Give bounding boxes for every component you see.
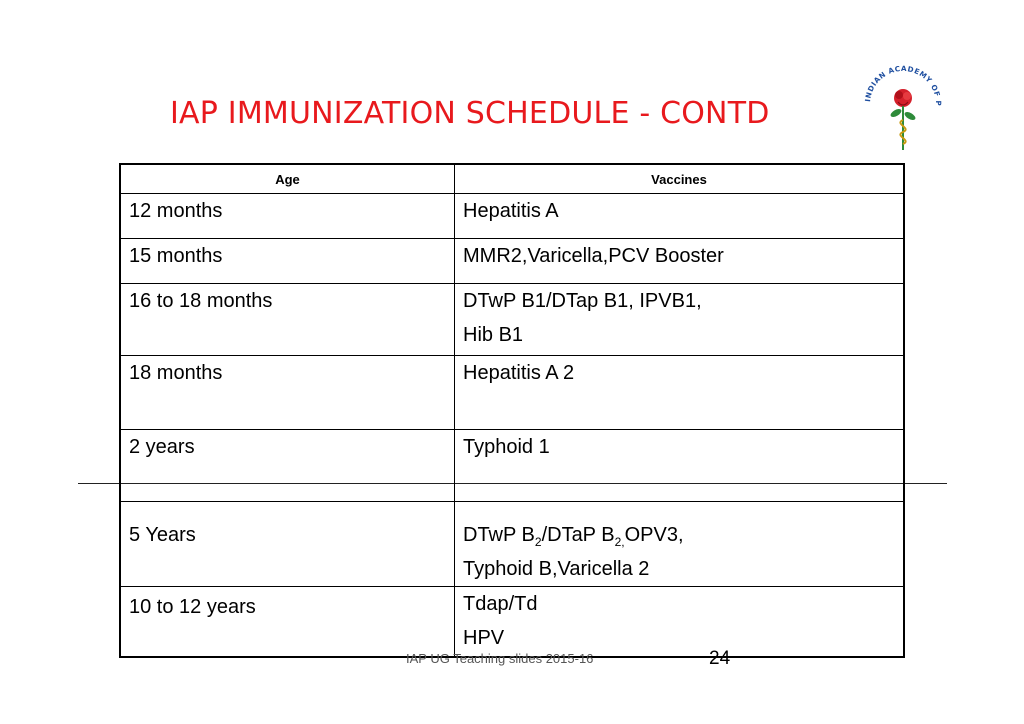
footer-text: IAP UG Teaching slides 2015-16 bbox=[406, 651, 594, 666]
table-row bbox=[120, 502, 904, 587]
vaccine-text: Hib B1 bbox=[463, 324, 524, 346]
age-cell bbox=[120, 502, 455, 587]
age-text: 5 Years bbox=[129, 524, 196, 546]
vaccine-text: DTwP B1/DTap B1, IPVB1, bbox=[463, 290, 702, 312]
vaccines-cell bbox=[455, 356, 905, 430]
vaccine-text: Tdap/Td bbox=[463, 593, 538, 615]
vaccines-cell bbox=[455, 284, 905, 356]
table-row bbox=[120, 587, 904, 657]
iap-rose-logo-icon bbox=[858, 58, 948, 156]
vaccine-rich-text: DTwP $B_2$/DTaP $B_{2,}OPV3$, bbox=[463, 524, 684, 549]
vaccine-text: Hepatitis A bbox=[463, 200, 559, 222]
age-text: 18 months bbox=[129, 362, 223, 384]
page-number: 24 bbox=[709, 648, 731, 669]
table-row bbox=[120, 356, 904, 430]
age-text: 15 months bbox=[129, 245, 223, 267]
age-cell bbox=[120, 194, 455, 239]
header-age: Age bbox=[120, 164, 455, 194]
age-cell bbox=[120, 239, 455, 284]
age-cell bbox=[120, 284, 455, 356]
table-row bbox=[120, 430, 904, 502]
logo-text: INDIAN ACADEMY OF P bbox=[863, 63, 944, 107]
vaccines-cell bbox=[455, 239, 905, 284]
vaccines-cell bbox=[455, 587, 905, 657]
vaccine-text: MMR2,Varicella,PCV Booster bbox=[463, 245, 724, 267]
vaccine-text: Typhoid 1 bbox=[463, 436, 550, 458]
vaccines-cell bbox=[455, 502, 905, 587]
header-vaccines: Vaccines bbox=[455, 164, 905, 194]
age-cell bbox=[120, 356, 455, 430]
vaccines-cell bbox=[455, 430, 905, 502]
slide-title: IAP IMMUNIZATION SCHEDULE - CONTD bbox=[170, 96, 770, 131]
table-header-row bbox=[120, 164, 904, 194]
age-text: 2 years bbox=[129, 436, 195, 458]
vaccine-text: Typhoid B,Varicella 2 bbox=[463, 558, 650, 580]
immunization-table bbox=[119, 163, 905, 658]
table-row bbox=[120, 194, 904, 239]
age-text: 16 to 18 months bbox=[129, 290, 273, 312]
age-cell bbox=[120, 587, 455, 657]
vaccines-cell bbox=[455, 194, 905, 239]
vaccine-text: Hepatitis A 2 bbox=[463, 362, 575, 384]
age-text: 10 to 12 years bbox=[129, 596, 256, 618]
age-text: 12 months bbox=[129, 200, 223, 222]
vaccine-text: HPV bbox=[463, 627, 505, 649]
iap-logo bbox=[858, 58, 948, 156]
table-row bbox=[120, 284, 904, 356]
age-cell bbox=[120, 430, 455, 502]
table-row bbox=[120, 239, 904, 284]
